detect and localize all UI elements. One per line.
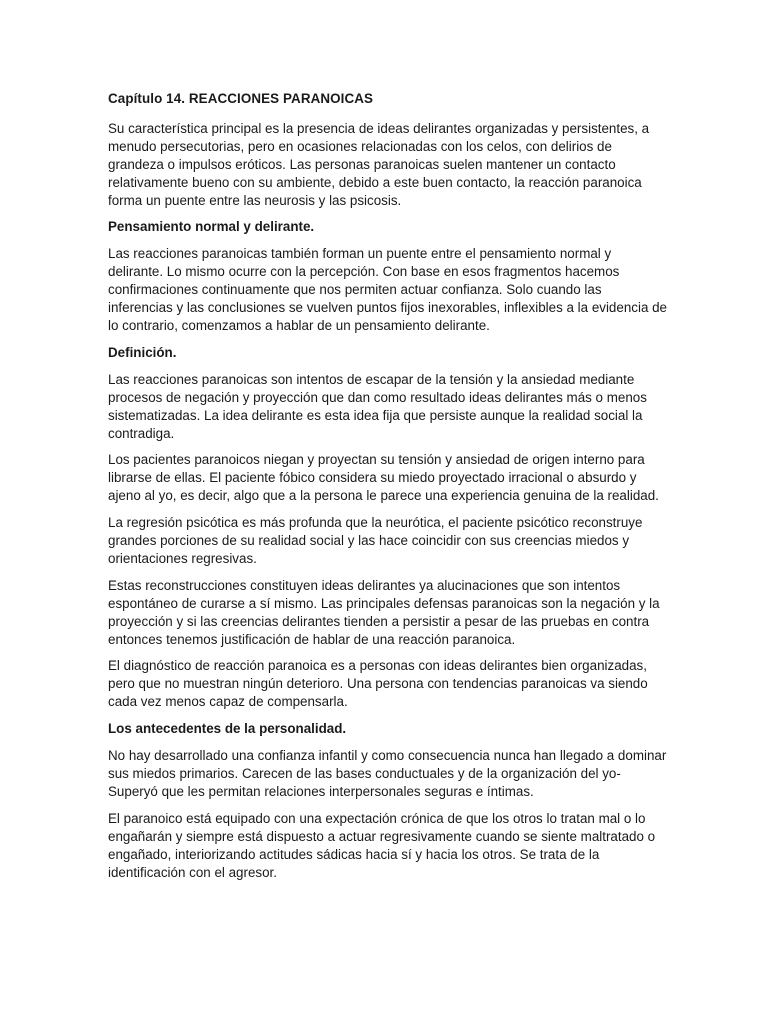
paragraph: Estas reconstrucciones constituyen ideas delirantes ya alucinaciones que son intentos espontáneo de curarse a sí mismo. Las principales defensas paranoicas son la negación y la proyección y si las creencias delirantes tienden a persistir a pesar de las pruebas en contra entonces tenemos justificación de hablar de una reacción paranoica. [108,577,660,647]
document-page [108,90,668,890]
section-heading-pensamiento: Pensamiento normal y delirante. [108,219,315,235]
paragraph: El diagnóstico de reacción paranoica es a personas con ideas delirantes bien organizadas, pero que no muestran ningún deterioro. Una persona con tendencias paranoicas va siendo cada vez menos capaz de compensarla. [108,658,648,710]
section-heading-antecedentes: Los antecedentes de la personalidad. [108,721,347,737]
paragraph: El paranoico está equipado con una expectación crónica de que los otros lo tratan mal o lo engañarán y siempre está dispuesto a actuar regresivamente cuando se siente maltratado o engañado, interiorizando actitudes sádicas hacia sí y hacia los otros. Se trata de la identificación con el agresor. [108,810,656,880]
intro-paragraph: Su característica principal es la presencia de ideas delirantes organizadas y persistentes, a menudo persecutorias, pero en ocasiones relacionadas con los celos, con delirios de grandeza o impulsos eróticos. Las personas paranoicas suelen mantener un contacto relativamente bueno con su ambiente, debido a este buen contacto, la reacción paranoica forma un puente entre las neurosis y las psicosis. [108,120,650,208]
paragraph: No hay desarrollado una confianza infantil y como consecuencia nunca han llegado a dominar sus miedos primarios. Carecen de las bases conductuales y de la organización del yo-Superyó que les permitan relaciones interpersonales seguras e íntimas. [108,748,667,799]
section-heading-definicion: Definición. [108,344,177,360]
paragraph: Las reacciones paranoicas son intentos de escapar de la tensión y la ansiedad mediante procesos de negación y proyección que dan como resultado ideas delirantes más o menos sistematizadas. La idea delirante es esta idea fija que persiste aunque la realidad social la contradiga. [108,371,647,441]
chapter-title: Capítulo 14. REACCIONES PARANOICAS [108,91,374,106]
paragraph: Los pacientes paranoicos niegan y proyectan su tensión y ansiedad de origen interno para librarse de ellas. El paciente fóbico considera su miedo proyectado irracional o absurdo y ajeno al yo, es decir, algo que a la persona le parece una experiencia genuina de la realidad. [108,452,659,504]
paragraph: Las reacciones paranoicas también forman un puente entre el pensamiento normal y delirante. Lo mismo ocurre con la percepción. Con base en esos fragmentos hacemos confirmaciones continuamente que nos permiten actuar confianza. Solo cuando las inferencias y las conclusiones se vuelven puntos fijos inexorables, inflexibles a la evidencia de lo contrario, comenzamos a hablar de un pensamiento delirante. [108,246,668,333]
paragraph: La regresión psicótica es más profunda que la neurótica, el paciente psicótico reconstruye grandes porciones de su realidad social y las hace coincidir con sus creencias miedos y orientaciones regresivas. [108,515,643,566]
